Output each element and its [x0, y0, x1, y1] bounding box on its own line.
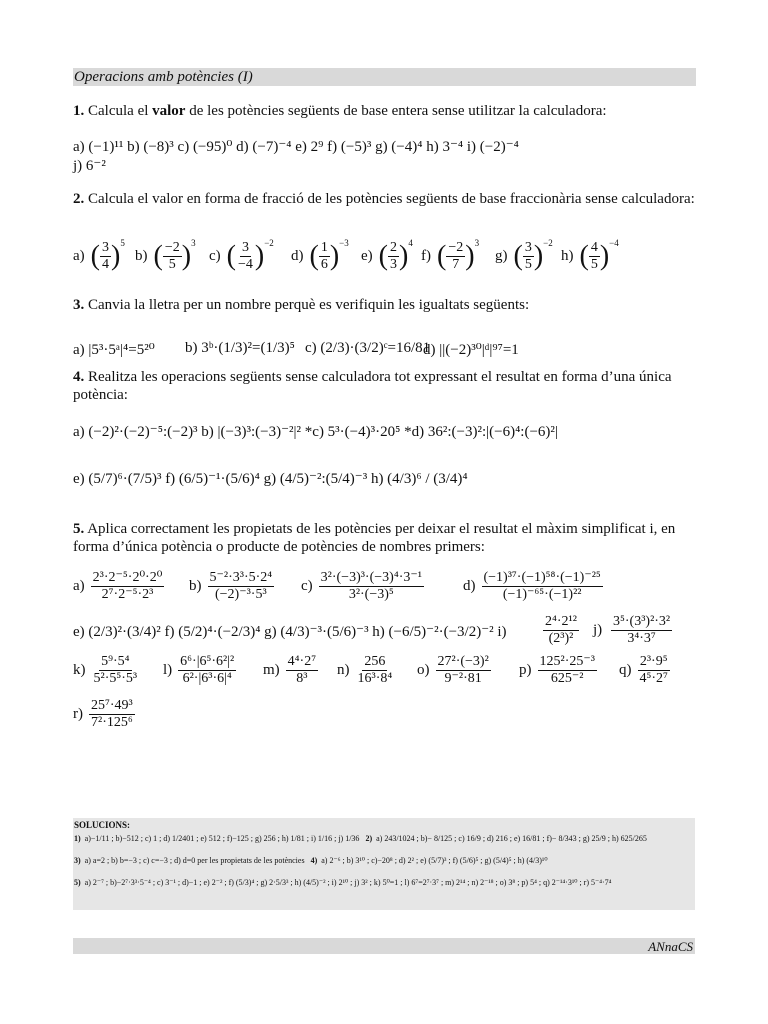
exercise-5-row-4-item-0	[73, 698, 135, 731]
exercise-2-fraction	[319, 240, 330, 273]
exercise-2-fraction	[446, 240, 465, 273]
exercise-2-exponent: −2	[264, 237, 274, 248]
exercise-2-denominator: 5	[590, 257, 598, 272]
exercise-2-exponent: 3	[474, 237, 480, 248]
exercise-1-statement	[73, 102, 695, 120]
exercise-5-row-1-fraction	[482, 570, 603, 603]
exercise-2-denominator: 5	[168, 257, 176, 272]
exercise-5-row-3-fraction	[286, 654, 318, 687]
exercise-5-row-3-item-label: p)	[519, 662, 532, 678]
exercise-5-row-1-denominator: (−1)⁻⁶⁵·(−1)²²	[502, 587, 582, 602]
exercise-5-item-j-label: j)	[593, 622, 603, 638]
exercise-2-left-paren: (	[226, 240, 236, 272]
exercise-5-row-3-item-label: k)	[73, 662, 86, 678]
exercise-5-row-3-numerator: 5⁹·5⁴	[101, 654, 130, 669]
exercise-5-row-1-item-1	[189, 570, 274, 603]
exercise-5-row-1-denominator: (−2)⁻³·5³	[214, 587, 267, 602]
exercise-5-row-1-numerator: 2³·2⁻⁵·2⁰·2⁰	[92, 570, 163, 585]
exercise-5-row-3-denominator: 16³·8⁴	[357, 671, 393, 686]
exercise-2-denominator: 5	[524, 257, 532, 272]
exercise-5-row-3-item-0	[73, 654, 139, 687]
exercise-5-statement	[73, 520, 695, 556]
exercise-5-row-1-item-label: a)	[73, 578, 85, 594]
exercise-5-row-1-item-3	[463, 570, 603, 603]
exercise-2-numerator: 4	[590, 240, 598, 255]
exercise-5-row-1-numerator: 5⁻²·3³·5·2⁴	[209, 570, 273, 585]
exercise-2-exponent: 5	[120, 237, 125, 248]
exercise-5-row-2-text: e) (2/3)²·(3/4)² f) (5/2)⁴·(−2/3)⁴ g) (4/3)⁻³·(5/6)⁻³ h) (−6/5)⁻²·(−3/2)⁻² i)	[73, 624, 507, 640]
exercise-2-left-paren: (	[579, 240, 589, 272]
exercise-2-item-label: e)	[361, 248, 373, 264]
exercise-5-item-j	[611, 614, 672, 647]
exercise-5-row-3-item-1	[163, 654, 236, 687]
exercise-4-statement	[73, 368, 695, 404]
exercise-5-row-3-denominator: 4⁵·2⁷	[639, 671, 668, 686]
exercise-2-item-7	[561, 237, 619, 273]
exercise-2-item-6	[495, 237, 553, 273]
exercise-2-left-paren: (	[309, 240, 319, 272]
exercise-2-denominator: 3	[389, 257, 397, 272]
exercise-2-left-paren: (	[153, 240, 163, 272]
exercise-3-items	[73, 340, 695, 370]
solutions-4-text: a) 2⁻⁶ ; b) 3¹⁰ ; c)−20⁸ ; d) 2² ; e) (5/7)³ ; f) (5/6)⁵ ; g) (5/4)⁵ ; h) (4/3)¹⁰	[321, 856, 548, 865]
exercise-2-item-label: d)	[291, 248, 304, 264]
exercise-2-right-paren: )	[254, 240, 265, 272]
exercise-5-row-3-denominator: 9⁻²·81	[444, 671, 482, 686]
exercise-5-row-2	[73, 614, 695, 656]
exercise-5-row-1-item-label: b)	[189, 578, 202, 594]
exercise-3-statement	[73, 296, 695, 314]
exercise-2-left-paren: (	[90, 240, 100, 272]
exercise-5-row-3-denominator: 625⁻²	[550, 671, 584, 686]
exercise-5-row-3-fraction	[638, 654, 670, 687]
solutions-2-text: a) 243/1024 ; b)− 8/125 ; c) 16/9 ; d) 216 ; e) 16/81 ; f)− 8/343 ; g) 25/9 ; h) 625/265	[376, 834, 647, 843]
exercise-2-number: 2.	[73, 191, 85, 207]
exercise-1-text-a: Calcula el	[88, 103, 149, 119]
exercise-2-numerator: 3	[101, 240, 109, 255]
exercise-5-row-3-item-4	[417, 654, 491, 687]
exercise-5-row-3-denominator: 6²·|6³·6|⁴	[182, 671, 232, 686]
exercise-5-row-3-item-3	[337, 654, 394, 687]
exercise-3-item-d: d) ||(−2)³⁰|ᵈ|⁹⁷=1	[423, 342, 519, 358]
page-title: Operacions amb potències (I)	[74, 69, 253, 85]
solutions-line-1	[74, 834, 647, 843]
exercise-5-row-4-fraction	[89, 698, 135, 731]
exercise-5-row-1-fraction	[319, 570, 424, 603]
exercise-5-number: 5.	[73, 521, 85, 537]
exercise-2-fraction	[236, 240, 255, 273]
exercise-5-row-1-denominator: 2⁷·2⁻⁵·2³	[101, 587, 154, 602]
exercise-2-numerator: 3	[524, 240, 532, 255]
exercise-5-row-4-numerator: 25⁷·49³	[91, 698, 133, 713]
exercise-3-item-b: b) 3ᵇ·(1/3)²=(1/3)⁵	[185, 340, 295, 356]
exercise-2-item-label: a)	[73, 248, 85, 264]
exercise-5-row-1-item-0	[73, 570, 164, 603]
exercise-5-item-i-num: 2⁴·2¹²	[545, 614, 577, 629]
exercise-1-row-1: a) (−1)¹¹ b) (−8)³ c) (−95)⁰ d) (−7)⁻⁴ e) 2⁹ f) (−5)³ g) (−4)⁴ h) 3⁻⁴ i) (−2)⁻⁴	[73, 139, 519, 155]
solutions-1-number: 1)	[74, 834, 81, 843]
exercise-5-row-3-numerator: 4⁴·2⁷	[287, 654, 317, 669]
exercise-2-right-paren: )	[329, 240, 340, 272]
exercise-2-fraction	[589, 240, 600, 273]
page	[73, 0, 695, 1024]
exercise-2-statement	[73, 190, 695, 208]
solutions-5-text: a) 2⁻⁷ ; b)−2⁷·3³·5⁻⁴ ; c) 3⁻¹ ; d)−1 ; e) 2⁻² ; f) (5/3)⁴ ; g) 2·5/3³ ; h) (4/5)⁻² ; i) 2¹⁰ ; j) 3² ; k) 5⁰=1 ; l) 6⁷=2⁷·3⁷ ; m) 2¹⁴ ; n) 2⁻¹⁸ ; o) 3⁸ ; p) 5⁴ ; q) 2⁻¹⁴·3¹⁰ ; r) 5⁻⁴·7⁴	[84, 878, 612, 887]
exercise-5-row-1-numerator: (−1)³⁷·(−1)⁵⁸·(−1)⁻²⁵	[483, 570, 601, 585]
exercise-5-row-3-denominator: 5²·5⁵·5³	[93, 671, 138, 686]
exercise-5-row-1-item-label: c)	[301, 578, 313, 594]
exercise-2-right-paren: )	[110, 240, 121, 272]
solutions-3-text: a) a=2 ; b) b=−3 ; c) c=−3 ; d) d=0 per les propietats de les potències	[84, 856, 305, 865]
exercise-2-exponent: 4	[408, 237, 413, 248]
exercise-5-row-3-numerator: 125²·25⁻³	[539, 654, 595, 669]
exercise-5-row-3-numerator: 27²·(−3)²	[437, 654, 489, 669]
exercise-2-right-paren: )	[398, 240, 409, 272]
exercise-2-fraction	[523, 240, 534, 273]
exercise-5-row-4	[73, 698, 695, 738]
exercise-2-item-label: g)	[495, 248, 508, 264]
exercise-5-row-3-fraction	[178, 654, 236, 687]
exercise-5-row-3-numerator: 6⁶·|6⁵·6²|²	[180, 654, 235, 669]
page-header	[73, 68, 696, 86]
exercise-2-fraction	[163, 240, 182, 273]
solutions-title: SOLUCIONS:	[74, 820, 131, 830]
solutions-3-number: 3)	[74, 856, 81, 865]
exercise-3-item-a: a) |5³·5ᵃ|⁴=5²⁰	[73, 342, 155, 358]
exercise-2-numerator: −2	[164, 240, 180, 255]
exercise-2-item-2	[209, 237, 274, 273]
exercise-2-exponent: 3	[191, 237, 196, 248]
exercise-5-row-3-item-label: n)	[337, 662, 350, 678]
exercise-5-row-1-fraction	[91, 570, 165, 603]
solutions-2-number: 2)	[365, 834, 373, 843]
exercise-2-text: Calcula el valor en forma de fracció de les potències següents de base fraccionària sense calculadora:	[88, 191, 695, 207]
exercise-2-denominator: 4	[101, 257, 109, 272]
exercise-2-fraction	[100, 240, 111, 273]
exercise-3-item-c: c) (2/3)·(3/2)ᶜ=16/81	[305, 340, 431, 356]
exercise-5-item-j-num: 3⁵·(3³)²·3²	[613, 614, 671, 629]
exercise-5-item-i	[543, 614, 579, 647]
exercise-2-left-paren: (	[437, 240, 447, 272]
solutions-box	[73, 818, 695, 910]
exercise-2-item-1	[135, 237, 196, 273]
solutions-4-number: 4)	[310, 856, 318, 865]
exercise-2-item-label: f)	[421, 248, 431, 264]
exercise-5-row-3-item-5	[519, 654, 597, 687]
exercise-1-number: 1.	[73, 103, 85, 119]
solutions-5-number: 5)	[74, 878, 81, 887]
exercise-5-row-3	[73, 654, 695, 694]
exercise-3-number: 3.	[73, 297, 85, 313]
exercise-2-denominator: −4	[237, 257, 253, 272]
exercise-2-left-paren: (	[378, 240, 388, 272]
exercise-2-exponent: −2	[543, 237, 553, 248]
exercise-2-item-label: c)	[209, 248, 221, 264]
exercise-3-text: Canvia la lletra per un nombre perquè es verifiquin les igualtats següents:	[88, 297, 530, 313]
exercise-2-item-0	[73, 237, 125, 273]
exercise-5-text: Aplica correctament les propietats de les potències per deixar el resultat el màxim simplificat i, en forma d’única potència o producte de potències de nombres primers:	[73, 521, 676, 555]
solutions-1-text: a)−1/11 ; b)−512 ; c) 1 ; d) 1/2401 ; e) 512 ; f)−125 ; g) 256 ; h) 1/81 ; i) 1/16 ; j) 1/36	[84, 834, 360, 843]
exercise-5-row-4-denominator: 7²·125⁶	[91, 715, 133, 730]
exercise-4-row-2: e) (5/7)⁶·(7/5)³ f) (6/5)⁻¹·(5/6)⁴ g) (4/5)⁻²:(5/4)⁻³ h) (4/3)⁶ / (3/4)⁴	[73, 471, 468, 487]
exercise-2-numerator: −2	[448, 240, 464, 255]
exercise-5-row-3-item-label: l)	[163, 662, 173, 678]
exercise-5-row-3-item-label: q)	[619, 662, 632, 678]
exercise-5-row-1-denominator: 3²·(−3)⁵	[348, 587, 394, 602]
exercise-5-row-1-item-2	[301, 570, 424, 603]
exercise-2-right-paren: )	[181, 240, 192, 272]
exercise-5-row-3-denominator: 8³	[296, 671, 308, 686]
exercise-2-fraction	[388, 240, 399, 273]
page-footer	[73, 938, 695, 954]
exercise-2-left-paren: (	[513, 240, 523, 272]
exercise-2-item-label: b)	[135, 248, 148, 264]
solutions-line-2	[74, 856, 548, 865]
exercise-5-item-i-den: (2³)²	[548, 631, 574, 646]
exercise-5-row-1-fraction	[208, 570, 275, 603]
exercise-2-items	[73, 237, 695, 282]
exercise-2-exponent: −3	[339, 237, 349, 248]
exercise-5-row-1-numerator: 3²·(−3)³·(−3)⁴·3⁻¹	[320, 570, 422, 585]
exercise-2-item-label: h)	[561, 248, 574, 264]
footer-author: ANnaCS	[648, 939, 693, 954]
exercise-5-row-1	[73, 570, 695, 610]
exercise-5-row-3-fraction	[356, 654, 395, 687]
exercise-2-right-paren: )	[465, 240, 475, 272]
exercise-4-row-1: a) (−2)²·(−2)⁻⁵:(−2)³ b) |(−3)³:(−3)⁻²|² *c) 5³·(−4)³·20⁵ *d) 36²:(−3)²:|(−6)⁴:(−6)²|	[73, 424, 558, 440]
exercise-2-right-paren: )	[533, 240, 544, 272]
exercise-5-item-j-den: 3⁴·3⁷	[627, 631, 656, 646]
exercise-2-numerator: 2	[389, 240, 397, 255]
exercise-5-row-3-fraction	[436, 654, 491, 687]
exercise-4-text: Realitza les operacions següents sense calculadora tot expressant el resultat en forma d’una única potència:	[73, 369, 672, 403]
exercise-2-item-4	[361, 237, 413, 273]
exercise-5-row-4-item-label: r)	[73, 706, 83, 722]
exercise-5-row-3-item-6	[619, 654, 670, 687]
exercise-5-row-3-item-label: o)	[417, 662, 430, 678]
exercise-1-text-b: de les potències següents de base entera sense utilitzar la calculadora:	[189, 103, 607, 119]
exercise-5-row-1-item-label: d)	[463, 578, 476, 594]
exercise-2-exponent: −4	[609, 237, 619, 248]
exercise-2-item-3	[291, 237, 349, 273]
exercise-4-number: 4.	[73, 369, 85, 385]
exercise-1-bold: valor	[152, 103, 186, 119]
exercise-2-denominator: 7	[452, 257, 460, 272]
exercise-5-row-3-fraction	[538, 654, 597, 687]
exercise-5-row-3-numerator: 256	[364, 654, 386, 669]
exercise-2-numerator: 1	[320, 240, 328, 255]
exercise-2-denominator: 6	[320, 257, 328, 272]
exercise-2-numerator: 3	[241, 240, 249, 255]
exercise-2-item-5	[421, 237, 480, 273]
exercise-5-row-3-item-label: m)	[263, 662, 280, 678]
exercise-1-row-2: j) 6⁻²	[73, 158, 106, 174]
exercise-5-row-3-numerator: 2³·9⁵	[639, 654, 668, 669]
exercise-2-right-paren: )	[599, 240, 610, 272]
exercise-5-row-3-fraction	[92, 654, 140, 687]
solutions-line-3	[74, 878, 611, 887]
exercise-5-row-3-item-2	[263, 654, 318, 687]
